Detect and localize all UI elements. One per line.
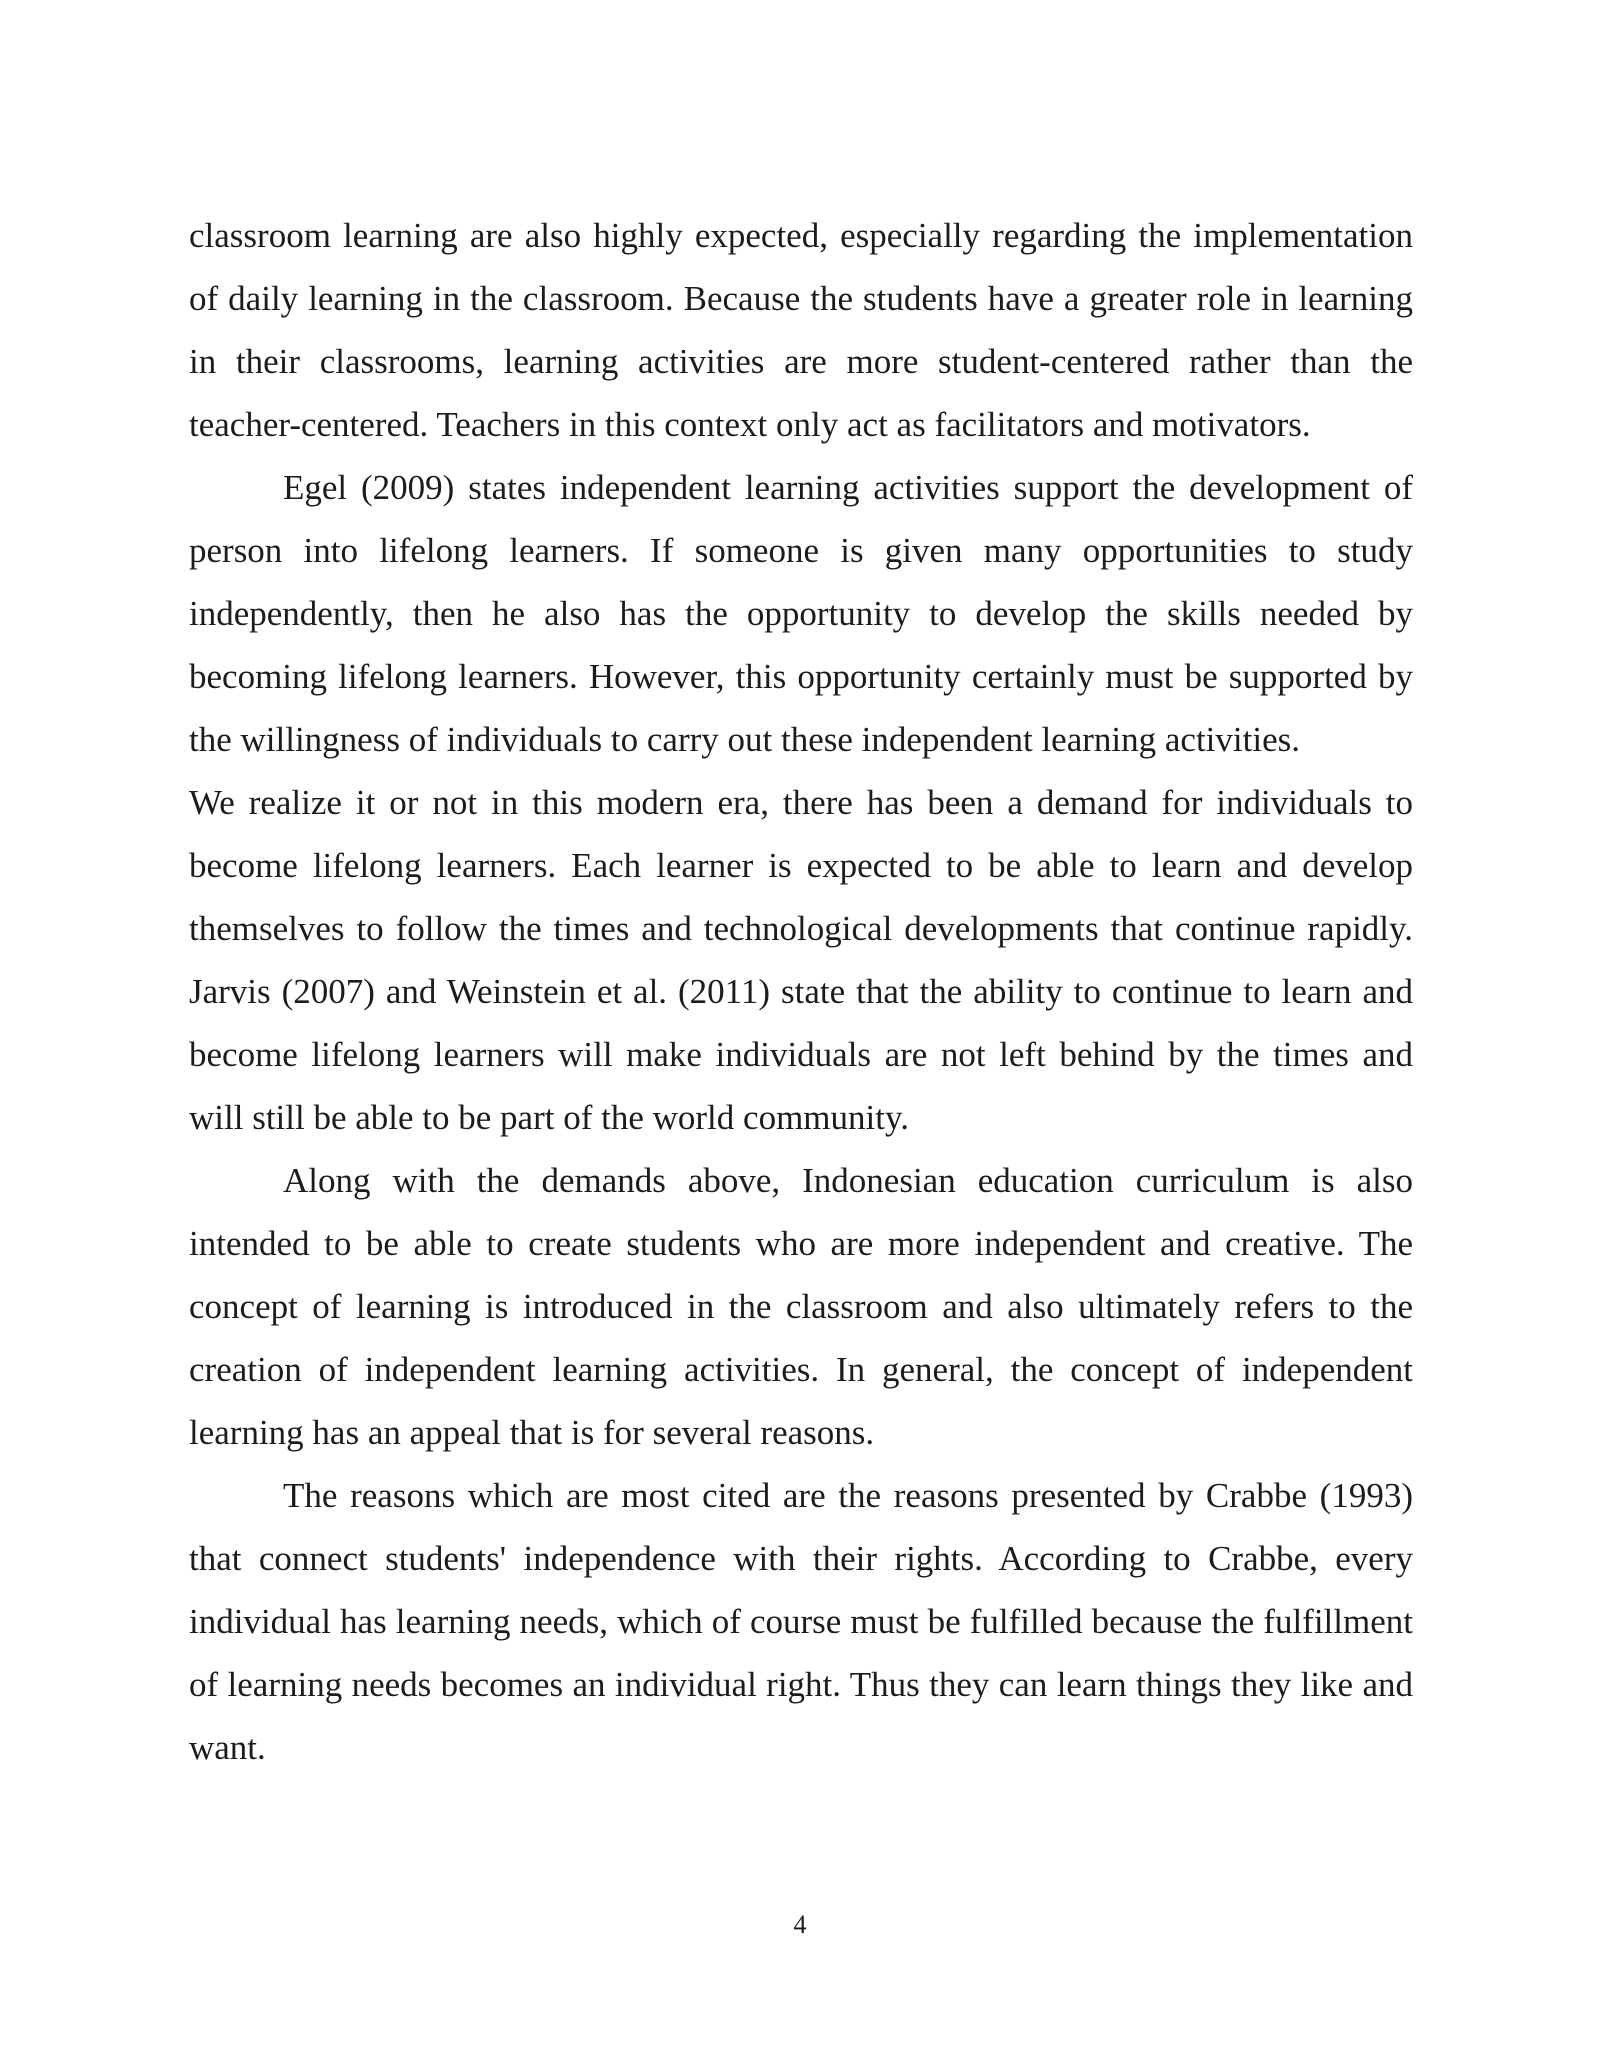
paragraph-5: The reasons which are most cited are the reasons presented by Crabbe (1993) that connect students' independence with their rights. According to Crabbe, every individual has learning needs, which of course must be fulfilled because the fulfillment of learning needs becomes an individual right. Thus they can learn things they like and want. xyxy=(189,1476,1413,1767)
paragraph-4: Along with the demands above, Indonesian education curriculum is also intended to be able to create students who are more independent and creative. The concept of learning is introduced in the classroom and also ultimately refers to the creation of independent learning activities. In general, the concept of independent learning has an appeal that is for several reasons. xyxy=(189,1161,1413,1452)
paragraph-2: Egel (2009) states independent learning activities support the development of person into lifelong learners. If someone is given many opportunities to study independently, then he also has the opportunity to develop the skills needed by becoming lifelong learners. However, this opportunity certainly must be supported by the willingness of individuals to carry out these independent learning activities. xyxy=(189,468,1413,759)
paragraph-1: classroom learning are also highly expected, especially regarding the implementation of daily learning in the classroom. Because the students have a greater role in learning in their classrooms, learning activities are more student-centered rather than the teacher-centered. Teachers in this context only act as facilitators and motivators. xyxy=(189,216,1413,444)
page-number: 4 xyxy=(793,1910,807,1939)
body-text xyxy=(189,204,1413,1779)
paragraph-3: We realize it or not in this modern era, there has been a demand for individuals to become lifelong learners. Each learner is expected to be able to learn and develop themselves to follow the times and technological developments that continue rapidly. Jarvis (2007) and Weinstein et al. (2011) state that the ability to continue to learn and become lifelong learners will make individuals are not left behind by the times and will still be able to be part of the world community. xyxy=(189,783,1413,1137)
